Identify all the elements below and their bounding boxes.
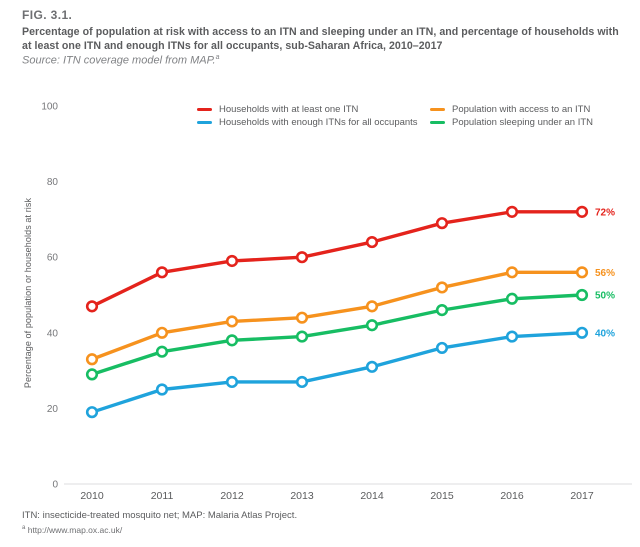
- y-tick-label: 60: [46, 252, 58, 264]
- data-point-marker: [577, 207, 587, 217]
- data-point-marker: [87, 370, 97, 380]
- series-end-label: 56%: [595, 267, 616, 279]
- series-end-label: 40%: [595, 328, 616, 340]
- x-tick-label: 2015: [430, 490, 454, 502]
- data-point-marker: [87, 354, 97, 364]
- data-point-marker: [507, 332, 517, 342]
- figure-label: FIG. 3.1.: [22, 8, 73, 22]
- data-point-marker: [87, 407, 97, 417]
- x-tick-label: 2016: [500, 490, 524, 502]
- data-point-marker: [367, 320, 377, 330]
- legend-label: Households with at least one ITN: [219, 104, 359, 115]
- data-point-marker: [437, 218, 447, 228]
- legend-label: Population sleeping under an ITN: [452, 117, 594, 128]
- series-line-1: [92, 333, 582, 412]
- data-point-marker: [157, 347, 167, 357]
- data-point-marker: [367, 362, 377, 372]
- figure-title: Percentage of population at risk with access to an ITN and sleeping under an ITN, and percentage of households with at least one ITN and enough ITNs for all occupants, sub-Saharan Africa, 2010–2017: [22, 26, 619, 52]
- x-tick-label: 2012: [220, 490, 244, 502]
- x-tick-label: 2011: [150, 490, 174, 502]
- data-point-marker: [297, 252, 307, 262]
- y-axis-title: Percentage of population or households at risk: [23, 197, 33, 389]
- legend-label: Households with enough ITNs for all occupants: [219, 117, 418, 128]
- series-end-label: 72%: [595, 207, 616, 219]
- data-point-marker: [227, 256, 237, 266]
- data-point-marker: [437, 283, 447, 293]
- y-tick-label: 100: [41, 101, 58, 113]
- data-point-marker: [297, 313, 307, 323]
- series-line-0: [92, 212, 582, 307]
- data-point-marker: [297, 332, 307, 342]
- figure-source-footnote-marker: a: [215, 54, 220, 61]
- x-tick-label: 2017: [570, 490, 594, 502]
- data-point-marker: [577, 328, 587, 338]
- data-point-marker: [227, 336, 237, 346]
- data-point-marker: [367, 237, 377, 247]
- data-point-marker: [227, 317, 237, 327]
- x-tick-label: 2013: [290, 490, 314, 502]
- y-tick-label: 80: [46, 177, 58, 189]
- y-tick-label: 40: [46, 328, 58, 340]
- data-point-marker: [577, 268, 587, 278]
- x-tick-label: 2014: [360, 490, 384, 502]
- footnote-url: [22, 525, 122, 535]
- data-point-marker: [157, 385, 167, 395]
- footnote-abbreviations: ITN: insecticide-treated mosquito net; MAP: Malaria Atlas Project.: [22, 510, 298, 521]
- data-point-marker: [297, 377, 307, 387]
- data-point-marker: [507, 207, 517, 217]
- data-point-marker: [437, 305, 447, 315]
- data-point-marker: [437, 343, 447, 353]
- data-point-marker: [87, 302, 97, 312]
- x-tick-label: 2010: [80, 490, 104, 502]
- footnote-url-text: http://www.map.ox.ac.uk/: [27, 525, 123, 535]
- data-point-marker: [507, 294, 517, 304]
- data-point-marker: [367, 302, 377, 312]
- series-end-label: 50%: [595, 290, 616, 302]
- y-tick-label: 0: [52, 479, 58, 491]
- legend-label: Population with access to an ITN: [452, 104, 591, 115]
- data-point-marker: [577, 290, 587, 300]
- y-tick-label: 20: [46, 403, 58, 415]
- data-point-marker: [507, 268, 517, 278]
- data-point-marker: [157, 268, 167, 278]
- data-point-marker: [157, 328, 167, 338]
- data-point-marker: [227, 377, 237, 387]
- footnote-url-marker: a: [22, 525, 26, 532]
- series-line-2: [92, 272, 582, 359]
- figure-source-text: Source: ITN coverage model from MAP.: [22, 54, 216, 67]
